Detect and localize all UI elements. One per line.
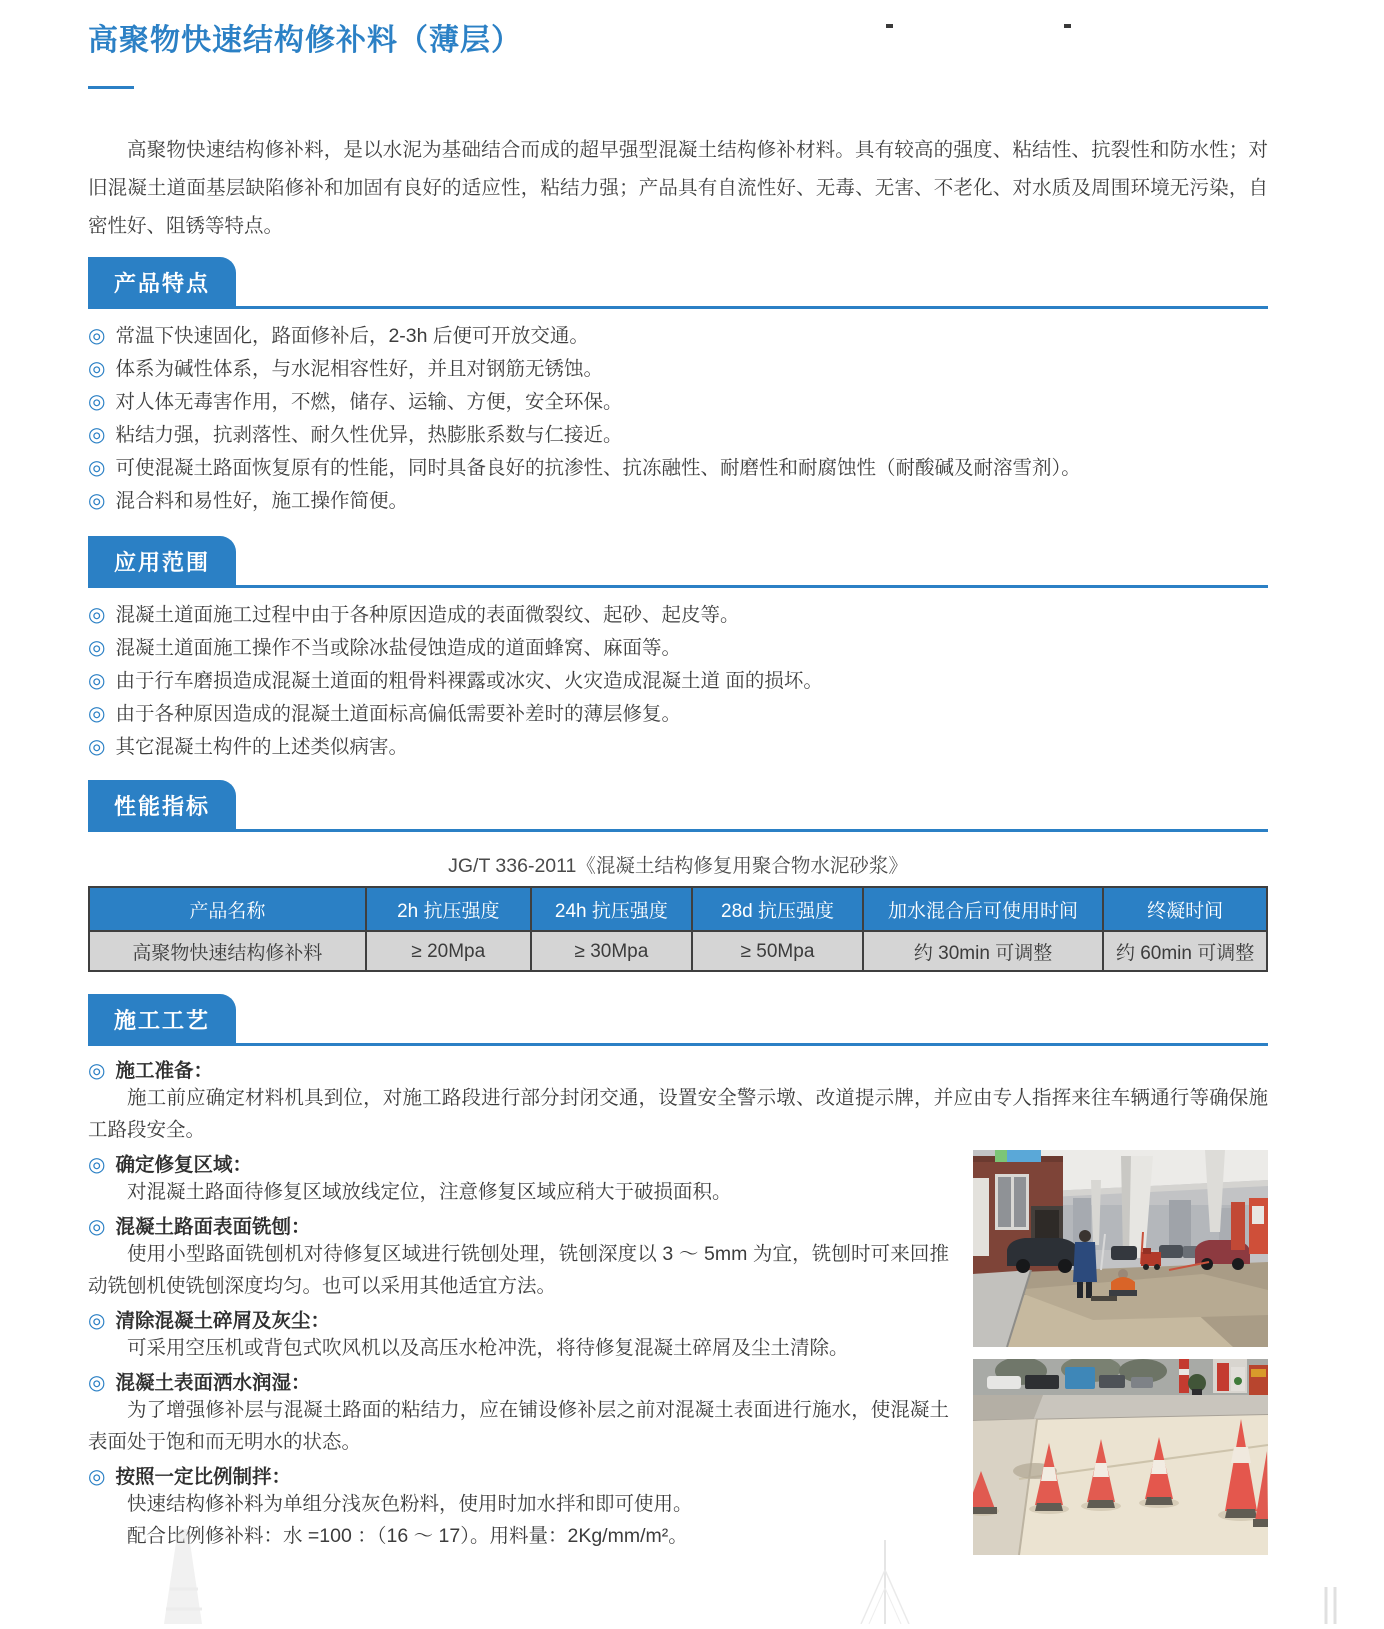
title-underline [88,86,134,89]
features-heading-badge: 产品特点 [88,257,236,306]
process-photos [973,1150,1268,1555]
application-item [88,736,1268,758]
application-text: 混凝土道面施工操作不当或除冰盐侵蚀造成的道面蜂窝、麻面等。 [115,637,681,659]
table-cell: ≥ 20Mpa [366,931,531,971]
feature-item [88,490,1268,512]
feature-text: 粘结力强，抗剥落性、耐久性优异，热膨胀系数与仁接近。 [115,424,623,446]
table-header-cell: 24h 抗压强度 [531,887,692,931]
step-label-text: 混凝土路面表面铣刨： [115,1216,311,1238]
feature-text: 可使混凝土路面恢复原有的性能，同时具备良好的抗渗性、抗冻融性、耐磨性和耐腐蚀性（耐酸碱及耐溶雪剂）。 [115,457,1081,479]
process-heading-badge: 施工工艺 [88,994,236,1043]
process-step-paragraph: 施工前应确定材料机具到位，对施工路段进行部分封闭交通，设置安全警示墩、改道提示牌，并应由专人指挥来往车辆通行等确保施工路段安全。 [88,1087,1268,1141]
section-performance-indicators [88,780,1268,972]
table-header-cell: 28d 抗压强度 [692,887,863,931]
applications-list [88,604,1268,758]
bullet-icon: ◎ [88,736,106,758]
process-step-paragraph: 为了增强修补层与混凝土路面的粘结力，应在铺设修补层之前对混凝土表面进行施水，使混凝土表面处于饱和而无明水的状态。 [88,1399,949,1453]
table-row [89,931,1267,971]
feature-item [88,325,1268,347]
process-step-paragraph: 对混凝土路面待修复区域放线定位，注意修复区域应稍大于破损面积。 [127,1181,732,1203]
process-step-paragraph: 快速结构修补料为单组分浅灰色粉料，使用时加水拌和即可使用。 [127,1493,693,1515]
step-label-text: 按照一定比例制拌： [115,1466,291,1488]
bullet-icon: ◎ [88,391,106,413]
table-cell: ≥ 30Mpa [531,931,692,971]
watermark-graphic [1318,1587,1342,1629]
step-label-text: 施工准备： [115,1060,213,1082]
table-header-cell: 产品名称 [89,887,366,931]
table-header-cell: 2h 抗压强度 [366,887,531,931]
process-step-paragraph: 使用小型路面铣刨机对待修复区域进行铣刨处理，铣刨深度以 3 ～ 5mm 为宜，铣刨时可来回推动铣刨机使铣刨深度均匀。也可以采用其他适宜方法。 [88,1243,949,1297]
process-step-paragraph: 可采用空压机或背包式吹风机以及高压水枪冲洗，将待修复混凝土碎屑及尘土清除。 [127,1337,849,1359]
feature-item [88,424,1268,446]
bullet-icon: ◎ [88,1154,106,1176]
bullet-icon: ◎ [88,637,106,659]
application-item [88,670,1268,692]
bullet-icon: ◎ [88,424,106,446]
photo-construction-site [973,1150,1268,1347]
application-item [88,637,1268,659]
bullet-icon: ◎ [88,325,106,347]
application-item [88,604,1268,626]
step-label-text: 确定修复区域： [115,1154,252,1176]
page-edge-artifact [886,24,893,28]
feature-text: 常温下快速固化，路面修补后，2-3h 后便可开放交通。 [115,325,589,347]
bullet-icon: ◎ [88,1310,106,1332]
feature-text: 对人体无毒害作用，不燃，储存、运输、方便，安全环保。 [115,391,623,413]
performance-table [88,886,1268,972]
feature-text: 混合料和易性好，施工操作简便。 [115,490,408,512]
standard-reference: JG/T 336-2011《混凝土结构修复用聚合物水泥砂浆》 [448,855,908,877]
applications-section-header [88,536,1268,588]
feature-text: 体系为碱性体系，与水泥相容性好，并且对钢筋无锈蚀。 [115,358,603,380]
feature-item [88,457,1268,479]
bullet-icon: ◎ [88,670,106,692]
application-text: 由于各种原因造成的混凝土道面标高偏低需要补差时的薄层修复。 [115,703,681,725]
section-construction-process [88,994,1268,1565]
process-step-label [88,1060,1268,1082]
process-section-header [88,994,1268,1046]
process-body [88,1060,1268,1565]
bullet-icon: ◎ [88,358,106,380]
table-cell: 约 30min 可调整 [863,931,1103,971]
application-text: 由于行车磨损造成混凝土道面的粗骨料裸露或冰灾、火灾造成混凝土道 面的损坏。 [115,670,823,692]
feature-item [88,391,1268,413]
bullet-icon: ◎ [88,1372,106,1394]
bullet-icon: ◎ [88,703,106,725]
photo-repaired-pavement-cones [973,1359,1268,1555]
table-cell: ≥ 50Mpa [692,931,863,971]
applications-heading-badge: 应用范围 [88,536,236,585]
bullet-icon: ◎ [88,490,106,512]
process-step-paragraph: 配合比例修补料：水 =100 ：（16 ～ 17）。用料量：2Kg/mm/m²。 [127,1525,688,1547]
table-cell: 高聚物快速结构修补料 [89,931,366,971]
bullet-icon: ◎ [88,1466,106,1488]
process-step-label [88,1310,949,1332]
step-label-text: 清除混凝土碎屑及灰尘： [115,1310,330,1332]
table-header-cell: 加水混合后可使用时间 [863,887,1103,931]
process-step-label [88,1216,949,1238]
bullet-icon: ◎ [88,457,106,479]
bullet-icon: ◎ [88,604,106,626]
page-title: 高聚物快速结构修补料（薄层） [88,24,522,57]
table-cell: 约 60min 可调整 [1103,931,1267,971]
application-text: 混凝土道面施工过程中由于各种原因造成的表面微裂纹、起砂、起皮等。 [115,604,740,626]
feature-item [88,358,1268,380]
bullet-icon: ◎ [88,1060,106,1082]
section-application-scope [88,536,1268,758]
step-label-text: 混凝土表面洒水润湿： [115,1372,311,1394]
process-step [88,1060,1268,1146]
application-text: 其它混凝土构件的上述类似病害。 [115,736,408,758]
process-step-label [88,1372,949,1394]
features-list [88,325,1268,512]
bullet-icon: ◎ [88,1216,106,1238]
product-datasheet-page [0,24,1384,1565]
features-section-header [88,257,1268,309]
table-header-row [89,887,1267,931]
process-step-label [88,1154,949,1176]
process-step-label [88,1466,949,1488]
section-product-features [88,257,1268,512]
application-item [88,703,1268,725]
page-edge-artifact [1064,24,1071,28]
intro-paragraph: 高聚物快速结构修补料，是以水泥为基础结合而成的超早强型混凝土结构修补材料。具有较高的强度、粘结性、抗裂性和防水性；对旧混凝土道面基层缺陷修补和加固有良好的适应性，粘结力强；产品具有自流性好、无毒、无害、不老化、对水质及周围环境无污染，自密性好、阻锈等特点。 [88,139,1268,237]
performance-section-header [88,780,1268,832]
performance-heading-badge: 性能指标 [88,780,236,829]
table-header-cell: 终凝时间 [1103,887,1267,931]
